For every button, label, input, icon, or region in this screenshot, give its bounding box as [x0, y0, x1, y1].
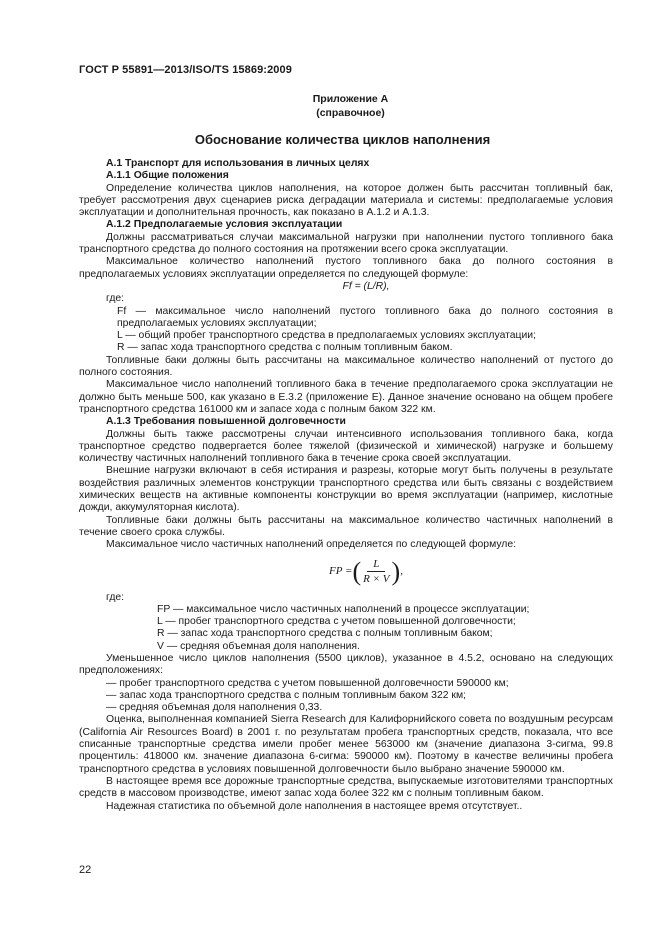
paragraph: Уменьшенное число циклов наполнения (5500 циклов), указанное в 4.5.2, основано на следующих предположениях: [79, 652, 613, 677]
paragraph: Оценка, выполненная компанией Sierra Research для Калифорнийского совета по воздушным ресурсам (California Air Resources Board) в 2001 г. по результатам пробега транспортных средств, показала, что все списанные транспортные средства имели пробег менее 563000 км (значение диапазона 3-сигма, 99.8 процентиль: 418000 км. значение диапазона 6-сигма: 590000 км). Поэтому в качестве величины пробега транспортного средства в условиях повышенной долговечности было выбрано значение 590000 км. [79, 714, 613, 775]
where-label: где: [106, 591, 125, 603]
definition-r: R — запас хода транспортного средства с полным топливным баком. [117, 342, 453, 354]
left-paren: ( [352, 556, 362, 586]
standard-header: ГОСТ Р 55891—2013/ISO/TS 15869:2009 [79, 64, 292, 76]
formula-fill-count: Ff = (L/R), [342, 280, 390, 292]
definition-l: L — пробег транспортного средства с учетом повышенной долговечности; [157, 616, 516, 628]
paragraph: Должны рассматриваться случаи максимальной нагрузки при наполнении пустого топливного бака транспортного средства до полного состояния на протяжении всего срока эксплуатации. [79, 231, 613, 256]
paragraph: В настоящее время все дорожные транспортные средства, выпускаемые изготовителями транспортных средств в массовом производстве, имеют запас хода более 322 км с полным топливным баком. [79, 775, 613, 800]
definition-fp: FP — максимальное число частичных наполнений в процессе эксплуатации; [157, 603, 530, 615]
paragraph: Максимальное число частичных наполнений определяется по следующей формуле: [106, 539, 517, 551]
annex-label: Приложение А [312, 93, 389, 105]
paragraph: Топливные баки должны быть рассчитаны на максимальное количество частичных наполнений в течение своего срока службы. [79, 514, 613, 538]
list-item: — запас хода транспортного средства с полным топливным баком 322 км; [106, 689, 466, 701]
formula-lhs: FP = [329, 565, 353, 578]
fraction [363, 558, 389, 586]
definition-ff: Ff — максимальное число наполнений пустого топливного бака до полного состояния в предполагаемых условиях эксплуатации; [117, 305, 613, 329]
section-heading-a11: А.1.1 Общие положения [106, 170, 229, 182]
annex-title: Обоснование количества циклов наполнения [194, 132, 491, 147]
paragraph: Должны быть также рассмотрены случаи интенсивного использования топливного бака, когда транспортное средство подвергается более тяжелой (физической и химической) нагрузке и большему количеству частичных наполнений топливного бака в течение срока своей эксплуатации. [79, 428, 613, 465]
paragraph: Топливные баки должны быть рассчитаны на максимальное количество наполнений от пустого до полного состояния. [79, 354, 613, 379]
where-label: где: [106, 293, 125, 305]
section-heading-a12: А.1.2 Предполагаемые условия эксплуатации [106, 219, 343, 231]
fraction-denominator: R × V [363, 573, 390, 585]
paragraph: Определение количества циклов наполнения, на которое должен быть рассчитан топливный бак, требует рассмотрения двух сценариев риска деградации материала и системы: предполагаемые условия эксплуатации и дополнительная прочность, как показано в А.1.2 и А.1.3. [79, 182, 613, 219]
annex-type: (справочное) [316, 107, 385, 119]
document-body [79, 158, 613, 813]
definition-l: L — общий пробег транспортного средства в предполагаемых условиях эксплуатации; [117, 330, 536, 342]
formula-tail: , [400, 565, 403, 578]
formula-partial-fills [79, 552, 613, 592]
definition-v: V — средняя объемная доля наполнения. [157, 640, 360, 652]
right-paren: ) [391, 556, 401, 586]
page-number: 22 [79, 864, 92, 876]
annex-heading [0, 92, 661, 120]
section-heading-a13: А.1.3 Требования повышенной долговечности [106, 416, 346, 428]
paragraph: Максимальное количество наполнений пустого топливного бака до полного состояния в предполагаемых условиях эксплуатации определяется по следующей формуле: [79, 256, 613, 280]
fraction-numerator: L [367, 558, 385, 572]
list-item: — средняя объемная доля наполнения 0,33. [106, 702, 323, 714]
section-heading-a1: А.1 Транспорт для использования в личных целях [106, 158, 370, 169]
definition-r: R — запас хода транспортного средства с полным топливным баком; [157, 628, 493, 640]
paragraph: Внешние нагрузки включают в себя истирания и разрезы, которые могут быть получены в результате воздействия различных элементов конструкции транспортного средства или быть связаны с воздействием химических веществ на активные компоненты конструкции во время эксплуатации (например, кислотные дожди, аккумуляторная кислота). [79, 465, 613, 514]
list-item: — пробег транспортного средства с учетом повышенной долговечности 590000 км; [106, 677, 509, 689]
paragraph: Максимальное число наполнений топливного бака в течение предполагаемого срока эксплуатации не должно быть меньше 500, как указано в Е.3.2 (приложение Е). Данное значение основано на общем пробеге транспортного средства 161000 км и запасе хода с полным баком 322 км. [79, 379, 613, 415]
paragraph: Надежная статистика по объемной доле наполнения в настоящее время отсутствует.. [106, 800, 523, 812]
